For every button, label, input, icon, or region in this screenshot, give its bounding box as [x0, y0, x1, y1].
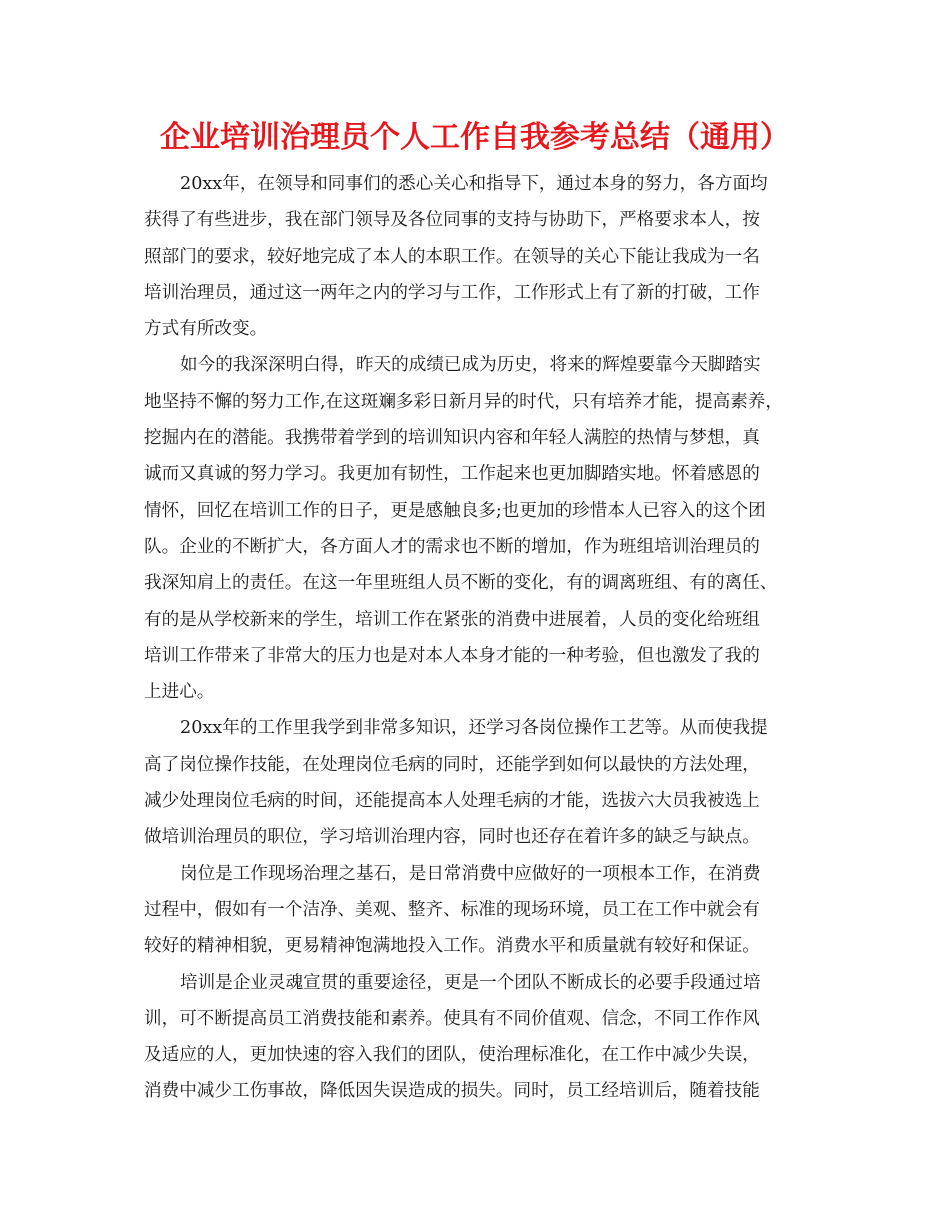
body-text-line: 20xx年，在领导和同事们的悉心关心和指导下，通过本身的努力，各方面均	[180, 174, 768, 194]
body-text-line: 诚而又真诚的努力学习。我更加有韧性，工作起来也更加脚踏实地。怀着感恩的	[144, 464, 760, 485]
body-text-line: 情怀，回忆在培训工作的日子，更是感触良多;也更加的珍惜本人已容入的这个团	[144, 500, 766, 521]
body-text-line: 训，可不断提高员工消费技能和素养。使具有不同价值观、信念，不同工作作风	[144, 1008, 760, 1029]
body-text-line: 照部门的要求，较好地完成了本人的本职工作。在领导的关心下能让我成为一名	[144, 246, 760, 267]
document-body	[144, 166, 816, 1110]
body-text-line: 地坚持不懈的努力工作,在这斑斓多彩日新月异的时代，只有培养才能，提高素养，	[144, 391, 783, 412]
body-text-line: 队。企业的不断扩大，各方面人才的需求也不断的增加，作为班组培训治理员的	[144, 536, 760, 557]
body-text-line: 挖掘内在的潜能。我携带着学到的培训知识内容和年轻人满腔的热情与梦想，真	[144, 428, 760, 449]
body-text-line: 消费中减少工伤事故，降低因失误造成的损失。同时，员工经培训后，随着技能	[144, 1081, 760, 1102]
body-text-line: 培训工作带来了非常大的压力也是对本人本身才能的一种考验，但也激发了我的	[144, 645, 760, 666]
body-text-line: 做培训治理员的职位，学习培训治理内容，同时也还存在着许多的缺乏与缺点。	[144, 827, 760, 848]
body-text-line: 20xx年的工作里我学到非常多知识，还学习各岗位操作工艺等。从而使我提	[180, 718, 768, 739]
body-text-line: 如今的我深深明白得，昨天的成绩已成为历史，将来的辉煌要靠今天脚踏实	[180, 355, 761, 376]
body-text-line: 获得了有些进步，我在部门领导及各位同事的支持与协助下，严格要求本人，按	[144, 210, 760, 231]
body-text-line: 我深知肩上的责任。在这一年里班组人员不断的变化，有的调离班组、有的离任、	[144, 573, 778, 594]
body-text-line: 上进心。	[144, 682, 215, 703]
body-text-line: 过程中，假如有一个洁净、美观、整齐、标准的现场环境，员工在工作中就会有	[144, 899, 760, 920]
body-text-line: 高了岗位操作技能，在处理岗位毛病的同时，还能学到如何以最快的方法处理，	[144, 754, 760, 775]
document-title: 企业培训治理员个人工作自我参考总结（通用）	[160, 120, 790, 155]
body-text-line: 较好的精神相貌，更易精神饱满地投入工作。消费水平和质量就有较好和保证。	[144, 936, 760, 957]
body-text-line: 及适应的人，更加快速的容入我们的团队，使治理标准化，在工作中减少失误，	[144, 1045, 760, 1066]
body-text-line: 有的是从学校新来的学生，培训工作在紧张的消费中进展着，人员的变化给班组	[144, 609, 760, 630]
body-text-line: 方式有所改变。	[144, 319, 268, 340]
body-text-line: 岗位是工作现场治理之基石，是日常消费中应做好的一项根本工作，在消费	[180, 863, 761, 884]
body-text-line: 培训治理员，通过这一两年之内的学习与工作，工作形式上有了新的打破，工作	[144, 282, 760, 303]
body-text-line: 减少处理岗位毛病的时间，还能提高本人处理毛病的才能，选拔六大员我被选上	[144, 791, 760, 812]
body-text-line: 培训是企业灵魂宣贯的重要途径，更是一个团队不断成长的必要手段通过培	[180, 972, 761, 993]
